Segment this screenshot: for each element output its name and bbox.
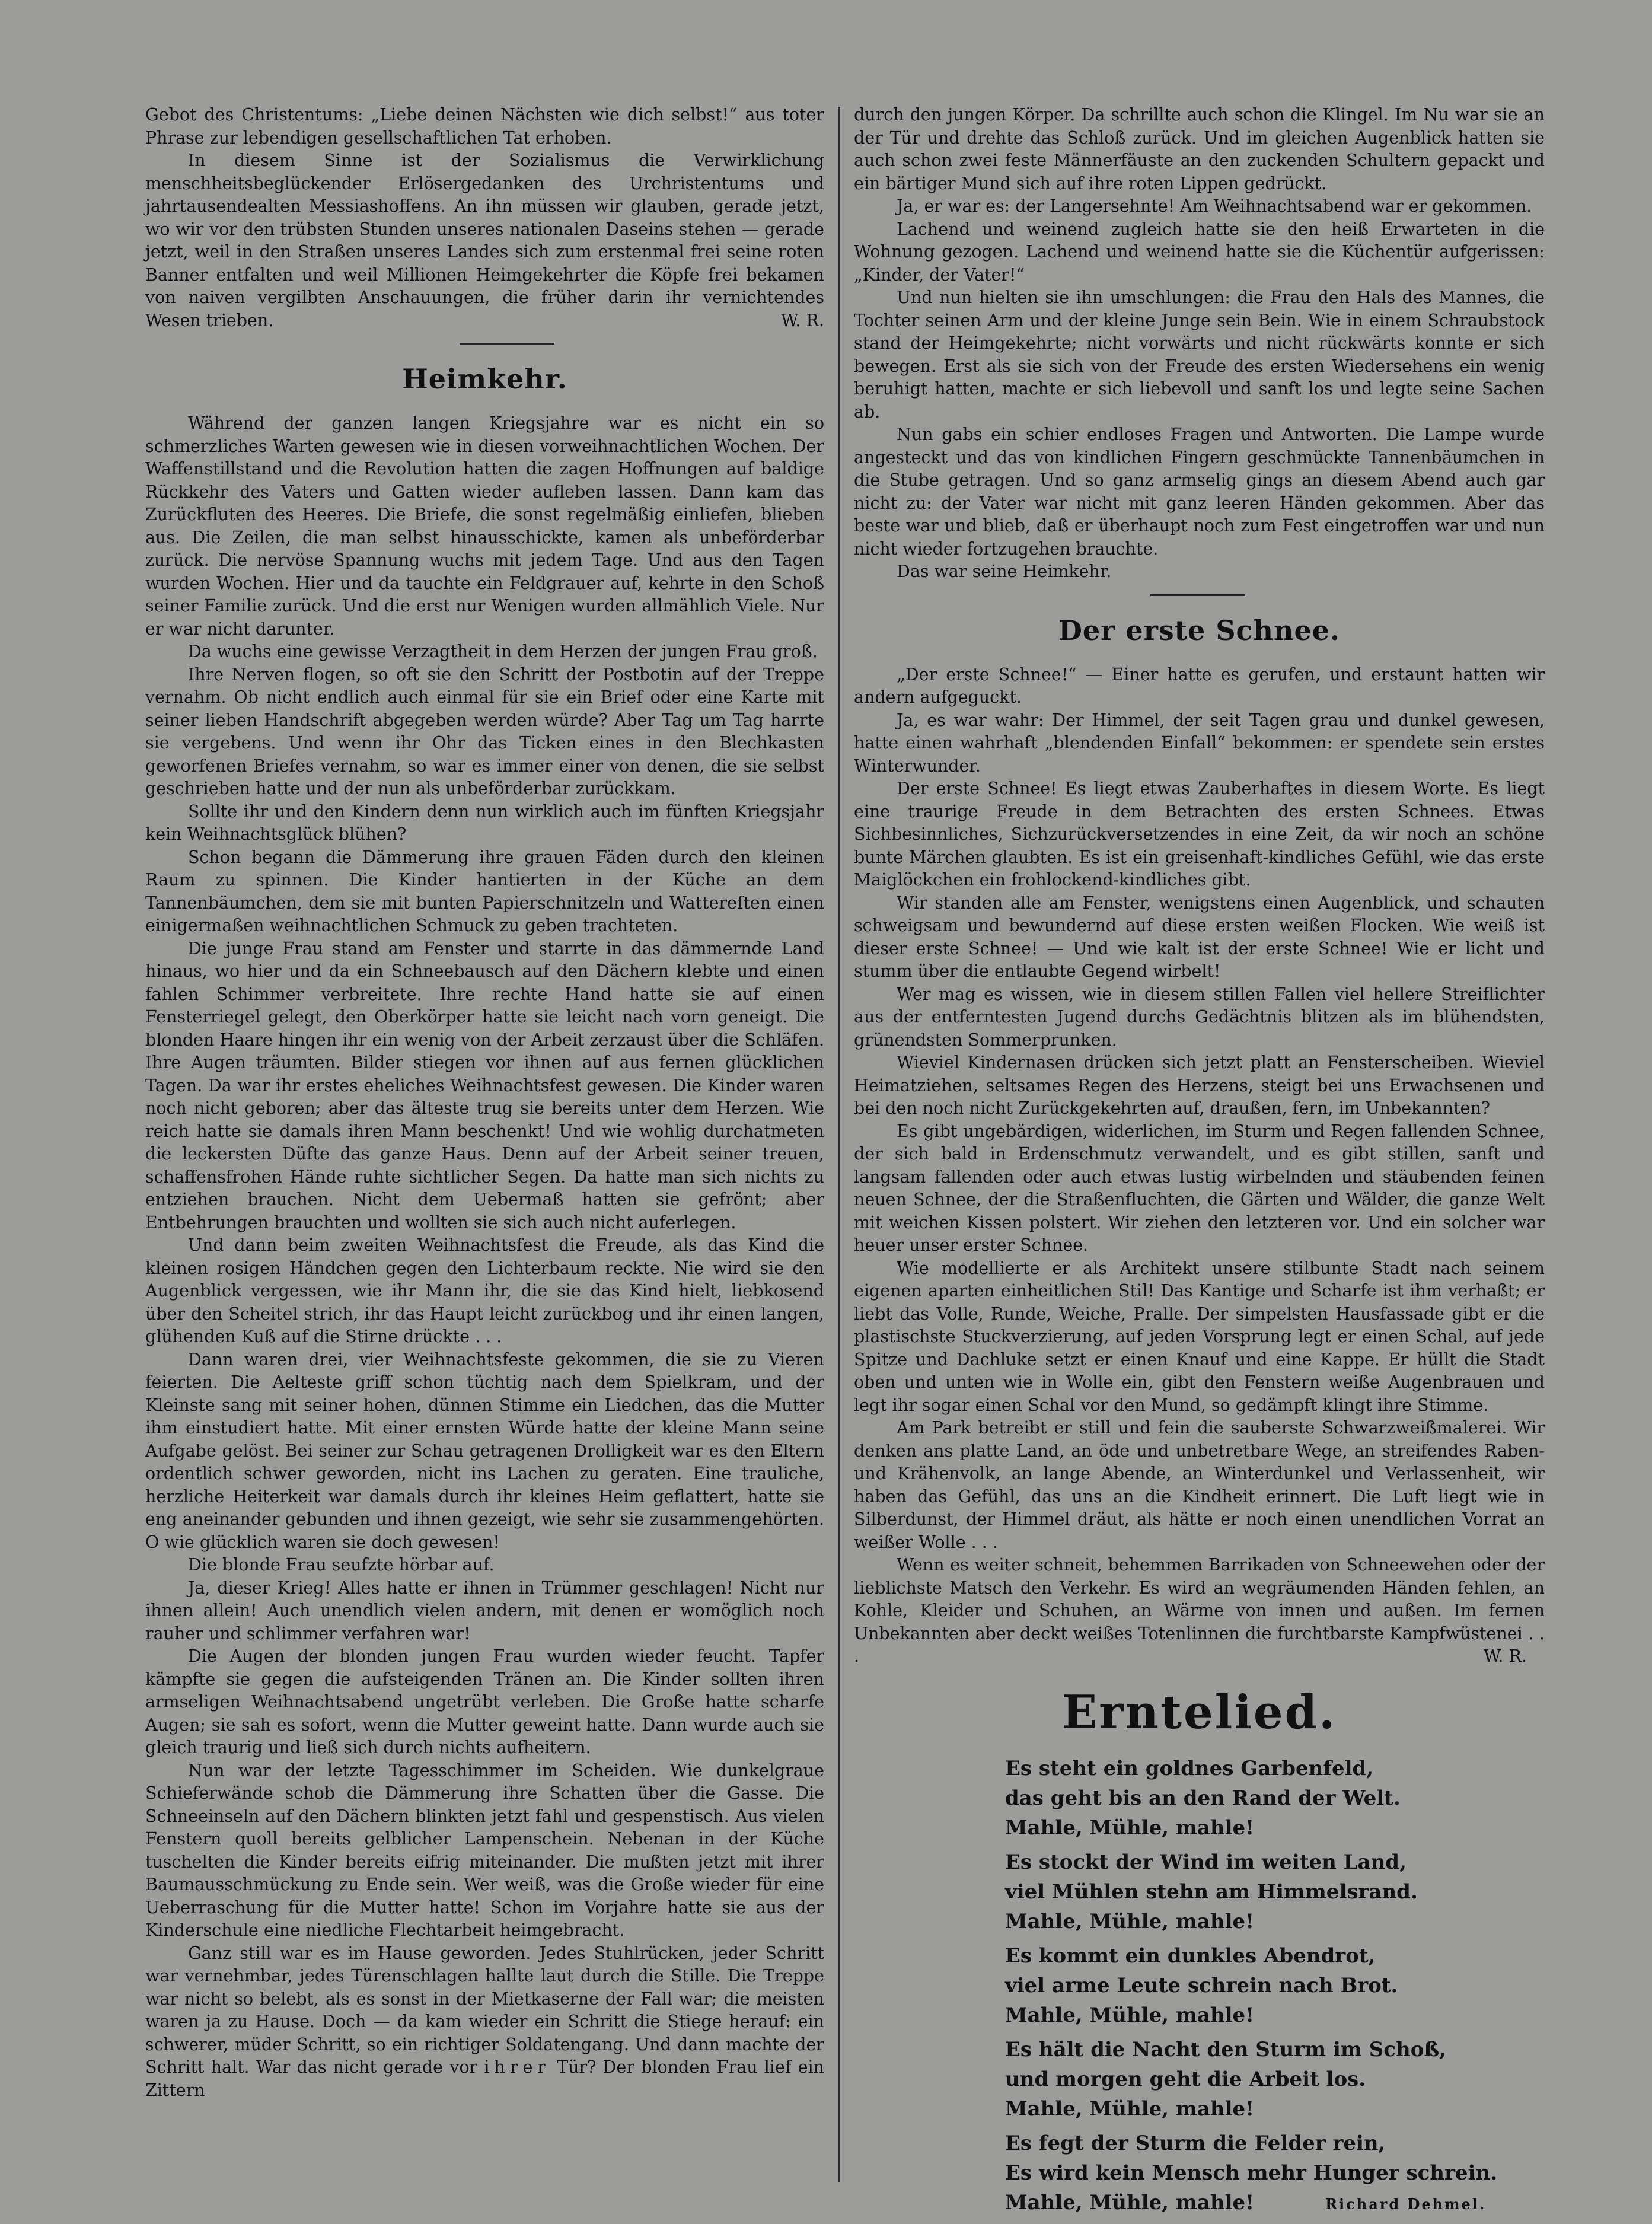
heimkehr-paragraph: Da wuchs eine gewisse Verzagtheit in dem Herzen der jungen Frau groß.: [188, 642, 818, 661]
poem-line: viel arme Leute schrein nach Brot.: [1005, 1973, 1398, 1997]
heimkehr-paragraph: Und dann beim zweiten Weihnachtsfest die Freude, als das Kind die kleinen rosigen Händchen gegen den Lichterbaum reckte. Nie wird sie den Augenblick vergessen, wie ihr Mann ihr, die sie das Kind hielt, liebkosend über den Scheitel strich, ihr das Haupt leicht zurückbog und ihr einen langen, glühenden Kuß auf die Stirne drückte . . .: [145, 1235, 824, 1346]
poem-stanza: [1005, 2129, 1545, 2219]
section-rule: [1150, 594, 1245, 596]
poem-stanza: [1005, 1754, 1545, 1843]
poem-line: Es stockt der Wind im weiten Land,: [1005, 1850, 1407, 1874]
poem-line: das geht bis an den Rand der Welt.: [1005, 1786, 1401, 1810]
heimkehr-paragraph: Ihre Nerven flogen, so oft sie den Schritt der Postbotin auf der Treppe vernahm. Ob nicht endlich auch einmal für sie ein Brief oder eine Karte mit seiner lieben Handschrift abgegeben werden würde? Aber Tag um Tag harrte sie vergebens. Und wenn ihr Ohr das Ticken eines in den Blechkasten geworfenen Briefes vernahm, so war es immer einer von denen, die sie selbst geschrieben hatte und der nun als unbeförderbar zurückkam.: [145, 664, 824, 798]
schnee-paragraph: Der erste Schnee! Es liegt etwas Zauberhaftes in diesem Worte. Es liegt eine traurige Freude in dem Betrachten des ersten Schnees. Etwas Sichbesinnliches, Sichzurückversetzendes in eine Zeit, da wir noch an schöne bunte Märchen glaubten. Es ist ein greisenhaft-kindliches Gefühl, wie das erste Maiglöckchen ein frohlockend-kindliches gibt.: [854, 779, 1545, 890]
heimkehr-paragraph: Nun war der letzte Tagesschimmer im Scheiden. Wie dunkelgraue Schieferwände schob die Dämmerung ihre Schatten über die Gasse. Die Schneeinseln auf den Dächern blinkten jetzt fahl und gespenstisch. Aus vielen Fenstern quoll bereits gelblicher Lampenschein. Nebenan in der Küche tuschelten die Kinder bereits eifrig miteinander. Die mußten jetzt mit ihrer Baumausschmückung zu Ende sein. Wer weiß, was die Große wieder für eine Ueberraschung für die Mutter hatte! Schon im Vorjahre hatte sie aus der Kinderschule eine niedliche Flechtarbeit heimgebracht.: [145, 1760, 824, 1940]
left-column: [145, 104, 824, 2102]
schnee-paragraph: Wer mag es wissen, wie in diesem stillen Fallen viel hellere Streiflichter aus der entferntesten Jugend durchs Gedächtnis blitzen als im blühendsten, grünendsten Sommerprunken.: [854, 984, 1545, 1050]
schnee-paragraph: Wie modellierte er als Architekt unsere stilbunte Stadt nach seinem eigenen aparten einheitlichen Stil! Das Kantige und Scharfe ist ihm verhaßt; er liebt das Volle, Runde, Weiche, Pralle. Der simpelsten Hausfassade gibt er die plastischste Stuckverzierung, auf jeden Vorsprung legt er einen Schal, auf jede Spitze und Dachluke setzt er einen Knauf und eine Kappe. Er hüllt die Stadt oben und unten wie in Wolle ein, gibt den Fenstern weiße Augenbrauen und legt ihr sogar einen Schal vor den Mund, so gedämpft klingt ihre Stimme.: [854, 1258, 1545, 1415]
heimkehr-continued-paragraph: Lachend und weinend zugleich hatte sie den heiß Erwarteten in die Wohnung gezogen. Lachend und weinend hatte sie die Küchentür aufgerissen: „Kinder, der Vater!“: [854, 219, 1545, 285]
poem-line: Mahle, Mühle, mahle! Richard Dehmel.: [1005, 2190, 1487, 2215]
poem-line: Mahle, Mühle, mahle!: [1005, 1815, 1255, 1840]
schnee-paragraph: „Der erste Schnee!“ — Einer hatte es gerufen, und erstaunt hatten wir andern aufgeguckt.: [854, 664, 1545, 707]
poem: [1005, 1754, 1545, 2219]
poem-line: Es steht ein goldnes Garbenfeld,: [1005, 1756, 1374, 1780]
heimkehr-paragraph: Die junge Frau stand am Fenster und starrte in das dämmernde Land hinaus, wo hier und da ein Schneebausch auf den Dächern klebte und einen fahlen Schimmer verbreitete. Ihre rechte Hand hatte sie auf einen Fensterriegel gelegt, den Oberkörper hatte sie leicht nach vorn geneigt. Die blonden Haare hingen ihr ein wenig von der Arbeit zerzaust über die Schläfen. Ihre Augen träumten. Bilder stiegen vor ihnen auf aus fernen glücklichen Tagen. Da war ihr erstes eheliches Weihnachtsfest gewesen. Die Kinder waren noch nicht geboren; aber das älteste trug sie bereits unter dem Herzen. Wie reich hatte sie damals ihren Mann beschenkt! Und wie wohlig durchatmeten die leckersten Düfte das ganze Haus. Denn auf der Arbeit seiner treuen, schaffensfrohen Hände ruhte sichtlicher Segen. Da hatte man sich nichts zu entziehen brauchen. Nicht dem Uebermaß hatten sie gefrönt; aber Entbehrungen brauchten und wollten sie sich auch nicht auferlegen.: [145, 938, 824, 1232]
intro-paragraph-1: Gebot des Christentums: „Liebe deinen Nächsten wie dich selbst!“ aus toter Phrase zur lebendigen gesellschaftlichen Tat erhoben.: [145, 105, 824, 148]
heimkehr-paragraph: Die Augen der blonden jungen Frau wurden wieder feucht. Tapfer kämpfte sie gegen die aufsteigenden Tränen an. Die Kinder sollten ihren armseligen Weihnachtsabend ungetrübt verleben. Die Große hatte scharfe Augen; sie sah es sofort, wenn die Mutter geweint hatte. Dann wurde auch sie gleich traurig und ließ sich durch nichts aufheitern.: [145, 1646, 824, 1757]
column-divider: [838, 107, 840, 2182]
poem-line: viel Mühlen stehn am Himmelsrand.: [1005, 1879, 1418, 1904]
schnee-signature: W. R.: [1484, 1646, 1527, 1666]
intro-signature: W. R.: [781, 310, 824, 330]
schnee-paragraph: Am Park betreibt er still und fein die sauberste Schwarzweißmalerei. Wir denken ans platte Land, an öde und unbetretbare Wege, an streifendes Raben- und Krähenvolk, an lange Abende, an Winterdunkel und Verlassenheit, wir haben das Gefühl, das uns an die Kindheit erinnert. Die Luft liegt wie in Silberdunst, der Himmel dräut, als hätte er noch einen unendlichen Vorrat an weißer Wolle . . .: [854, 1418, 1545, 1552]
heimkehr-continued-paragraph: durch den jungen Körper. Da schrillte auch schon die Klingel. Im Nu war sie an der Tür und drehte das Schloß zurück. Und im gleichen Augenblick hatten sie auch schon zwei feste Männerfäuste an den zuckenden Schultern gepackt und ein bärtiger Mund sich auf ihre roten Lippen gedrückt.: [854, 105, 1545, 193]
poem-line: Es wird kein Mensch mehr Hunger schrein.: [1005, 2161, 1498, 2185]
schnee-title: Der erste Schnee.: [1058, 614, 1340, 646]
heimkehr-continued-paragraph: Das war seine Heimkehr.: [897, 562, 1112, 581]
intro-paragraph-2: In diesem Sinne ist der Sozialismus die Verwirklichung menschheitsbeglückender Erlösergedanken des Urchristentums und jahrtausendealten Messiashoffens. An ihn müssen wir glauben, gerade jetzt, wo wir vor den trübsten Stunden unseres nationalen Daseins stehen — gerade jetzt, weil in den Straßen unseres Landes sich zum erstenmal frei seine roten Banner entfalten und weil Millionen Heimgekehrter die Köpfe frei bekamen von naiven vergilbten Anschauungen, die früher darin ihr vernichtendes Wesen trieben. W. R.: [145, 149, 824, 332]
heimkehr-title: Heimkehr.: [402, 363, 567, 395]
heimkehr-paragraph: Die blonde Frau seufzte hörbar auf.: [188, 1555, 495, 1575]
emphasized-word: ihrer: [484, 2057, 550, 2077]
schnee-paragraph-last: Wenn es weiter schneit, behemmen Barrikaden von Schneewehen oder der lieblichste Matsch den Verkehr. Es wird an wegräumenden Händen fehlen, an Kohle, Kleider und Schuhen, an Wärme von innen und außen. Im fernen Unbekannten aber deckt weißes Totenlinnen die furchtbarste Kampfwüstenei . . . W. R.: [854, 1554, 1545, 1668]
heimkehr-paragraph: Während der ganzen langen Kriegsjahre war es nicht ein so schmerzliches Warten gewesen wie in diesen vorweihnachtlichen Wochen. Der Waffenstillstand und die Revolution hatten die zagen Hoffnungen auf baldige Rückkehr des Vaters und Gatten wieder aufleben lassen. Dann kam das Zurückfluten des Heeres. Die Briefe, die sonst regelmäßig einliefen, blieben aus. Die Zeilen, die man selbst hinausschickte, kamen als unbeförderbar zurück. Die nervöse Spannung wuchs mit jedem Tage. Und aus den Tagen wurden Wochen. Hier und da tauchte ein Feldgrauer auf, kehrte in den Schoß seiner Familie zurück. Und die erst nur Wenigen wurden allmählich Viele. Nur er war nicht darunter.: [145, 413, 824, 639]
poem-line: Es fegt der Sturm die Felder rein,: [1005, 2131, 1386, 2155]
heimkehr-paragraph: Ja, dieser Krieg! Alles hatte er ihnen in Trümmer geschlagen! Nicht nur ihnen allein! Auch unendlich vielen andern, mit denen er womöglich noch rauher und schlimmer verfahren war!: [145, 1578, 824, 1643]
heimkehr-paragraph: Sollte ihr und den Kindern denn nun wirklich auch im fünften Kriegsjahr kein Weihnachtsglück blühen?: [145, 801, 824, 844]
schnee-paragraph: Wir standen alle am Fenster, wenigstens einen Augenblick, und schauten schweigsam und bewundernd auf diese ersten weißen Flocken. Wie weiß ist dieser erste Schnee! — Und wie kalt ist der erste Schnee! Wie er licht und stumm über die entlaubte Gegend wirbelt!: [854, 893, 1545, 981]
schnee-paragraph: Wieviel Kindernasen drücken sich jetzt platt an Fensterscheiben. Wieviel Heimatziehen, seltsames Regen des Herzens, steigt bei uns Erwachsenen und bei den noch nicht Zurückgekehrten auf, draußen, fern, im Unbekannten?: [854, 1053, 1545, 1118]
schnee-paragraph: Ja, es war wahr: Der Himmel, der seit Tagen grau und dunkel gewesen, hatte einen wahrhaft „blendenden Einfall“ bekommen: er spendete sein erstes Winterwunder.: [854, 710, 1545, 776]
heimkehr-paragraph: Schon begann die Dämmerung ihre grauen Fäden durch den kleinen Raum zu spinnen. Die Kinder hantierten in der Küche an dem Tannenbäumchen, dem sie mit bunten Papierschnitzeln und Wattereſten einen einigermaßen weihnachtlichen Schmuck zu geben trachteten.: [145, 847, 824, 935]
poem-stanza: [1005, 2035, 1545, 2124]
heimkehr-continued-paragraph: Ja, er war es: der Langersehnte! Am Weihnachtsabend war er gekommen.: [897, 196, 1532, 216]
heimkehr-paragraph: Dann waren drei, vier Weihnachtsfeste gekommen, die sie zu Vieren feierten. Die Aelteste griff schon tüchtig nach dem Spielkram, und der Kleinste sang mit seiner hohen, dünnen Stimme ein Liedchen, das die Mutter ihm einstudiert hatte. Mit einer ernsten Würde hatte der kleine Mann seine Aufgabe gelöst. Bei seiner zur Schau getragenen Drolligkeit war es den Eltern ordentlich schwer geworden, nicht ins Lachen zu geraten. Eine trauliche, herzliche Heiterkeit war damals durch ihr kleines Heim geflattert, hatte sie eng aneinander gebunden und ihnen gezeigt, wie sehr sie zusammengehörten. O wie glücklich waren sie doch gewesen!: [145, 1349, 824, 1552]
poem-line: Mahle, Mühle, mahle!: [1005, 2003, 1255, 2027]
poem-title: Erntelied.: [1061, 1685, 1337, 1739]
poem-author: Richard Dehmel.: [1325, 2195, 1487, 2213]
poem-line: Mahle, Mühle, mahle!: [1005, 2096, 1255, 2121]
heimkehr-continued-paragraph: Nun gabs ein schier endloses Fragen und Antworten. Die Lampe wurde angesteckt und das von kindlichen Fingern geschmückte Tannenbäumchen in die Stube getragen. Und so ganz armselig gings an diesem Abend auch gar nicht zu: der Vater war nicht mit ganz leeren Händen gekommen. Aber das beste war und blieb, daß er überhaupt noch zum Fest eingetroffen war und nun nicht wieder fortzugehen brauchte.: [854, 425, 1545, 559]
poem-line: und morgen geht die Arbeit los.: [1005, 2067, 1366, 2091]
heimkehr-paragraph-last: Ganz still war es im Hause geworden. Jedes Stuhlrücken, jeder Schritt war vernehmbar, jedes Türenschlagen hallte laut durch die Stille. Die Treppe war nicht so belebt, als es sonst in der Mietkaserne der Fall war; die meisten waren ja zu Hause. Doch — da kam wieder ein Schritt die Stiege herauf: ein schwerer, müder Schritt, so ein richtiger Soldatengang. Und dann machte der Schritt halt. War das nicht gerade vor ihrer Tür? Der blonden Frau lief ein Zittern: [145, 1943, 824, 2100]
schnee-paragraph: Es gibt ungebärdigen, widerlichen, im Sturm und Regen fallenden Schnee, der sich bald in Erdenschmutz verwandelt, und es gibt stillen, sanft und langsam fallenden oder auch etwas lustig wirbelnden und stäubenden feinen neuen Schnee, der die Straßenfluchten, die Gärten und Wälder, die ganze Welt mit weichen Kissen polstert. Wir ziehen den letzteren vor. Und ein solcher war heuer unser erster Schnee.: [854, 1121, 1545, 1255]
poem-stanza: [1005, 1847, 1545, 1936]
poem-line: Es hält die Nacht den Sturm im Schoß,: [1005, 2037, 1447, 2061]
heimkehr-continued-paragraph: Und nun hielten sie ihn umschlungen: die Frau den Hals des Mannes, die Tochter seinen Arm und der kleine Junge sein Bein. Wie in einem Schraubstock stand der Heimgekehrte; nicht vorwärts und nicht rückwärts konnte er sich bewegen. Erst als sie sich von der Freude des ersten Wiedersehens ein wenig beruhigt hatten, machte er sich liebevoll und sanft los und legte seine Sachen ab.: [854, 288, 1545, 422]
section-rule: [460, 343, 554, 345]
poem-line: Es kommt ein dunkles Abendrot,: [1005, 1943, 1376, 1968]
poem-stanza: [1005, 1941, 1545, 2030]
poem-line: Mahle, Mühle, mahle!: [1005, 1909, 1255, 1933]
right-column: [854, 104, 1545, 2224]
